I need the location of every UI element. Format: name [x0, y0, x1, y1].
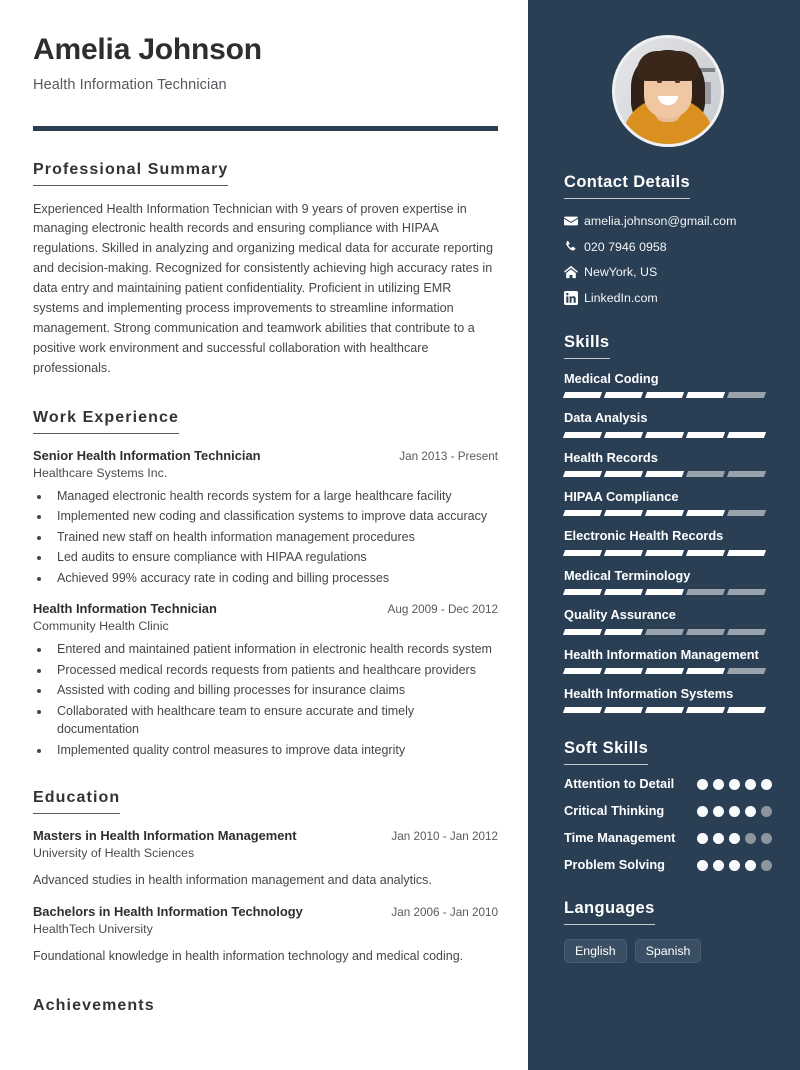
professional-summary-text: Experienced Health Information Technician with 9 years of proven expertise in managing electronic health records and ensuring compliance with HIPAA regulations. Skilled in analyzing and organizing medical data for accurate reporting and decision-making. Recognized for consistently achieving high accuracy rates in data entry and maintaining patient confidentiality. Proficient in utilizing EMR systems and implementing process improvements to streamline information management. Strong communication and teamwork abilities that contribute to a positive work environment and successful collaboration with healthcare professionals. — [33, 201, 493, 375]
section-title-professional-summary: Professional Summary — [33, 161, 228, 186]
skill-bar-segment — [727, 471, 766, 477]
skill-bar-segment — [686, 392, 725, 398]
contact-list — [564, 213, 772, 307]
rating-dot — [713, 806, 724, 817]
education-description: Advanced studies in health information management and data analytics. — [33, 873, 432, 888]
rating-dot — [713, 833, 724, 844]
education-degree: Bachelors in Health Information Technology — [33, 904, 303, 920]
skill-bar-segment — [604, 510, 643, 516]
avatar — [612, 35, 724, 147]
skill-bar-segment — [604, 392, 643, 398]
skill-item — [564, 568, 772, 595]
skill-bar-segment — [645, 392, 684, 398]
sidebar — [528, 0, 800, 1070]
avatar-wrapper — [564, 35, 772, 147]
skill-level-bar — [564, 392, 772, 398]
skills-list — [564, 371, 772, 713]
work-entry — [33, 448, 498, 588]
skill-level-bar — [564, 629, 772, 635]
candidate-headline: Health Information Technician — [33, 76, 227, 93]
list-item: • Achieved 99% accuracy rate in coding and billing processes — [51, 569, 498, 588]
section-title-contact-details: Contact Details — [564, 173, 690, 199]
rating-dot — [745, 860, 756, 871]
rating-dot — [745, 833, 756, 844]
skill-level-bar — [564, 510, 772, 516]
skill-bar-segment — [686, 471, 725, 477]
section-title-achievements: Achievements — [33, 996, 155, 1014]
skill-bar-segment — [686, 629, 725, 635]
section-title-education: Education — [33, 789, 120, 814]
skill-bar-segment — [727, 668, 766, 674]
section-education — [33, 789, 498, 967]
skill-bar-segment — [727, 432, 766, 438]
skill-bar-segment — [727, 550, 766, 556]
work-entry-role: Senior Health Information Technician — [33, 447, 261, 463]
soft-skill-rating — [697, 833, 772, 844]
skill-bar-segment — [727, 707, 766, 713]
section-title-soft-skills: Soft Skills — [564, 739, 648, 765]
skill-bar-segment — [604, 707, 643, 713]
header-divider — [33, 126, 498, 131]
avatar-eye-left — [657, 80, 662, 83]
list-item: • Assisted with coding and billing processes for insurance claims — [51, 681, 498, 700]
contact-row-phone[interactable] — [564, 239, 772, 256]
section-contact-details — [564, 173, 772, 307]
languages-list — [564, 939, 772, 963]
skill-bar-segment — [563, 510, 602, 516]
education-entry-head — [33, 828, 498, 843]
education-description: Foundational knowledge in health information technology and medical coding. — [33, 949, 464, 964]
soft-skill-rating — [697, 860, 772, 871]
skill-bar-segment — [645, 707, 684, 713]
contact-location: NewYork, US — [584, 265, 658, 280]
education-entry-head — [33, 904, 498, 919]
rating-dot — [729, 860, 740, 871]
skill-level-bar — [564, 668, 772, 674]
education-date: Jan 2006 - Jan 2010 — [391, 906, 498, 920]
skill-bar-segment — [604, 432, 643, 438]
skill-bar-segment — [686, 707, 725, 713]
rating-dot — [729, 833, 740, 844]
work-entry-head — [33, 448, 498, 463]
soft-skill-item — [564, 830, 772, 846]
work-entry-date: Aug 2009 - Dec 2012 — [387, 603, 498, 617]
soft-skill-item — [564, 857, 772, 873]
skill-item — [564, 489, 772, 516]
rating-dot — [697, 779, 708, 790]
rating-dot — [697, 860, 708, 871]
skill-bar-segment — [604, 550, 643, 556]
rating-dot — [713, 779, 724, 790]
skill-bar-segment — [686, 510, 725, 516]
skill-bar-segment — [645, 432, 684, 438]
skill-bar-segment — [645, 510, 684, 516]
skill-level-bar — [564, 550, 772, 556]
contact-row-email[interactable] — [564, 213, 772, 230]
section-achievements — [33, 997, 498, 1021]
skill-name: HIPAA Compliance — [564, 489, 679, 505]
education-entry — [33, 904, 498, 966]
skill-level-bar — [564, 432, 772, 438]
soft-skill-item — [564, 803, 772, 819]
section-title-languages: Languages — [564, 899, 655, 925]
skill-bar-segment — [563, 629, 602, 635]
soft-skill-rating — [697, 806, 772, 817]
skill-item — [564, 371, 772, 398]
education-degree: Masters in Health Information Management — [33, 828, 297, 844]
list-item: • Processed medical records requests from patients and healthcare providers — [51, 661, 498, 680]
skill-bar-segment — [686, 432, 725, 438]
work-entry-bullets — [51, 487, 498, 588]
skill-bar-segment — [727, 392, 766, 398]
skill-bar-segment — [604, 668, 643, 674]
skill-name: Data Analysis — [564, 410, 648, 426]
skill-bar-segment — [563, 432, 602, 438]
envelope-icon — [564, 214, 584, 228]
skill-item — [564, 410, 772, 437]
linkedin-icon — [564, 291, 584, 305]
work-entry-date: Jan 2013 - Present — [399, 449, 498, 463]
section-professional-summary — [33, 161, 498, 379]
skill-name: Health Records — [564, 449, 658, 465]
skill-bar-segment — [727, 510, 766, 516]
soft-skills-list — [564, 776, 772, 873]
skill-bar-segment — [563, 707, 602, 713]
skill-item — [564, 528, 772, 555]
skill-bar-segment — [645, 629, 684, 635]
contact-row-location[interactable] — [564, 264, 772, 281]
work-entry-company: Healthcare Systems Inc. — [33, 465, 168, 480]
language-chip: Spanish — [635, 939, 702, 963]
rating-dot — [729, 806, 740, 817]
section-work-experience — [33, 409, 498, 760]
section-title-skills: Skills — [564, 333, 610, 359]
avatar-eye-right — [675, 80, 680, 83]
skill-bar-segment — [686, 668, 725, 674]
education-school: University of Health Sciences — [33, 846, 195, 861]
skill-bar-segment — [563, 471, 602, 477]
rating-dot — [713, 860, 724, 871]
contact-phone: 020 7946 0958 — [584, 239, 667, 254]
rating-dot — [697, 833, 708, 844]
skill-name: Health Information Systems — [564, 685, 734, 701]
skill-bar-segment — [563, 550, 602, 556]
skill-level-bar — [564, 707, 772, 713]
skill-name: Health Information Management — [564, 646, 759, 662]
skill-bar-segment — [563, 589, 602, 595]
skill-bar-segment — [645, 668, 684, 674]
skill-name: Medical Coding — [564, 370, 659, 386]
section-title-work-experience: Work Experience — [33, 409, 179, 434]
skill-bar-segment — [604, 471, 643, 477]
work-entry-bullets — [51, 640, 498, 759]
soft-skill-name: Problem Solving — [564, 857, 665, 873]
list-item: • Implemented quality control measures to improve data integrity — [51, 741, 498, 760]
skill-name: Electronic Health Records — [564, 528, 724, 544]
section-skills — [564, 333, 772, 713]
skill-bar-segment — [563, 668, 602, 674]
section-languages — [564, 899, 772, 963]
list-item: • Led audits to ensure compliance with HIPAA regulations — [51, 548, 498, 567]
soft-skill-rating — [697, 779, 772, 790]
skill-bar-segment — [604, 589, 643, 595]
skill-bar-segment — [645, 471, 684, 477]
skill-bar-segment — [727, 589, 766, 595]
contact-email: amelia.johnson@gmail.com — [584, 214, 737, 228]
rating-dot — [761, 779, 772, 790]
skill-level-bar — [564, 471, 772, 477]
skill-item — [564, 686, 772, 713]
skill-bar-segment — [563, 392, 602, 398]
skill-bar-segment — [645, 589, 684, 595]
soft-skill-name: Time Management — [564, 830, 676, 846]
rating-dot — [745, 806, 756, 817]
rating-dot — [761, 806, 772, 817]
soft-skill-item — [564, 776, 772, 792]
list-item: • Managed electronic health records system for a large healthcare facility — [51, 487, 498, 506]
skill-bar-segment — [604, 629, 643, 635]
candidate-name: Amelia Johnson — [33, 33, 262, 66]
skill-name: Quality Assurance — [564, 607, 676, 623]
list-item: • Trained new staff on health information management procedures — [51, 528, 498, 547]
skill-name: Medical Terminology — [564, 567, 691, 583]
contact-linkedin: LinkedIn.com — [584, 291, 658, 306]
rating-dot — [729, 779, 740, 790]
language-chip: English — [564, 939, 627, 963]
page-title — [33, 33, 498, 93]
skill-bar-segment — [727, 629, 766, 635]
rating-dot — [761, 860, 772, 871]
work-entry-company: Community Health Clinic — [33, 619, 169, 634]
avatar-hair-front — [637, 51, 699, 81]
skill-bar-segment — [645, 550, 684, 556]
home-icon — [564, 265, 584, 279]
education-entry — [33, 828, 498, 890]
education-school: HealthTech University — [33, 922, 153, 937]
soft-skill-name: Attention to Detail — [564, 776, 675, 792]
list-item: • Entered and maintained patient information in electronic health records system — [51, 640, 498, 659]
education-date: Jan 2010 - Jan 2012 — [391, 830, 498, 844]
list-item: • Collaborated with healthcare team to ensure accurate and timely documentation — [51, 702, 498, 739]
list-item: • Implemented new coding and classification systems to improve data accuracy — [51, 507, 498, 526]
skill-level-bar — [564, 589, 772, 595]
rating-dot — [697, 806, 708, 817]
contact-row-linkedin[interactable] — [564, 290, 772, 307]
phone-icon — [564, 240, 584, 254]
skill-item — [564, 607, 772, 634]
rating-dot — [761, 833, 772, 844]
section-soft-skills — [564, 739, 772, 873]
work-entry-head — [33, 601, 498, 616]
soft-skill-name: Critical Thinking — [564, 803, 665, 819]
skill-item — [564, 647, 772, 674]
skill-bar-segment — [686, 550, 725, 556]
work-entry — [33, 601, 498, 759]
skill-bar-segment — [686, 589, 725, 595]
rating-dot — [745, 779, 756, 790]
work-entry-role: Health Information Technician — [33, 601, 217, 617]
skill-item — [564, 450, 772, 477]
